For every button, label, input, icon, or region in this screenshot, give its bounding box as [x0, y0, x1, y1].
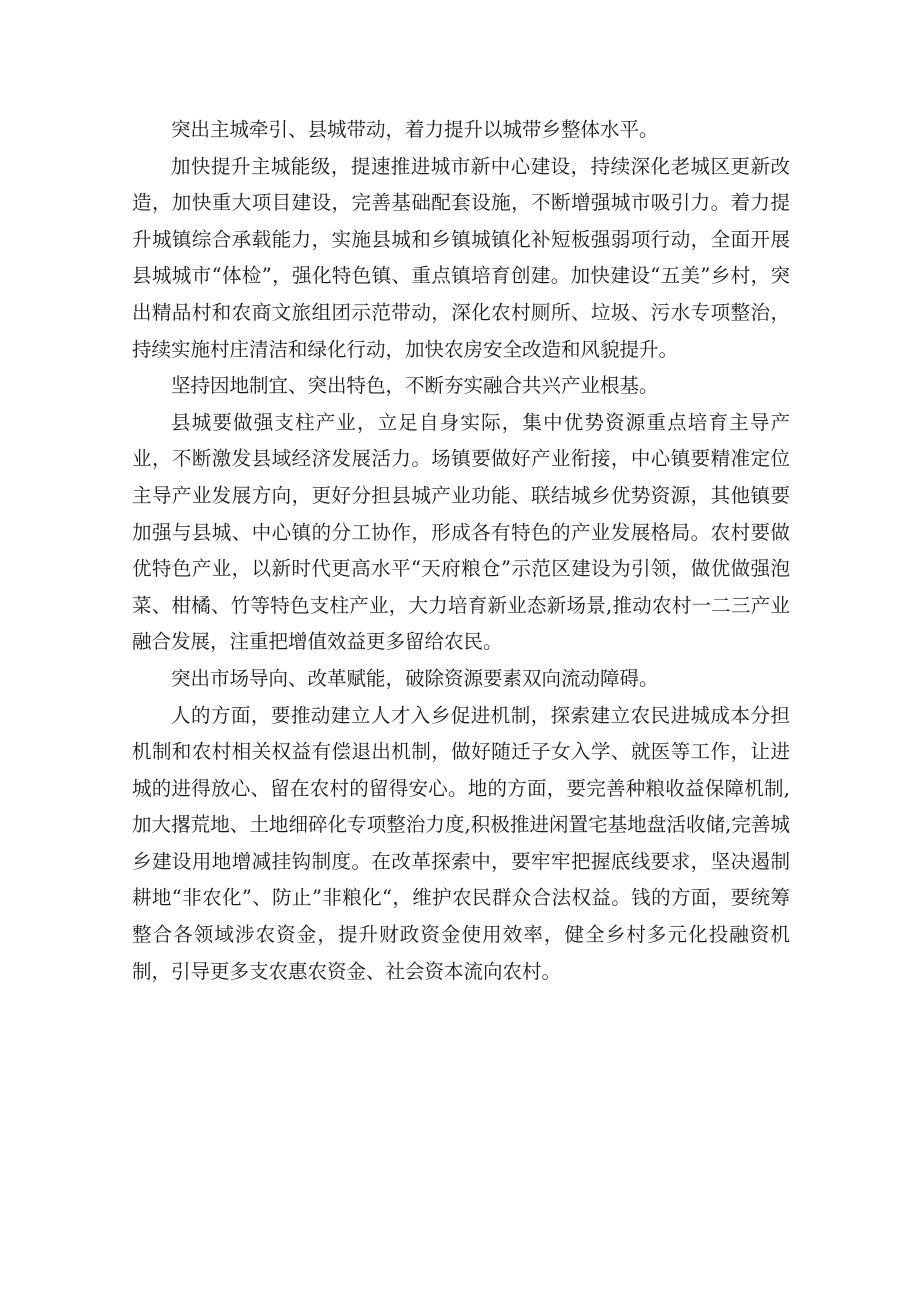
- paragraph-city-upgrade: 加快提升主城能级，提速推进城市新中心建设，持续深化老城区更新改造，加快重大项目建设，完善基础配套设施，不断增强城市吸引力。着力提升城镇综合承载能力，实施县城和乡镇城镇化补短板强弱项行动，全面开展县城城市“体检”，强化特色镇、重点镇培育创建。加快建设“五美”乡村，突出精品村和农商文旅组团示范带动，深化农村厕所、垃圾、污水专项整治，持续实施村庄清洁和绿化行动，加快农房安全改造和风貌提升。: [132, 154, 790, 361]
- section-heading-reform: 突出市场导向、改革赋能，破除资源要素双向流动障碍。: [171, 666, 659, 690]
- document-body: [132, 112, 790, 990]
- section-heading-industry: 坚持因地制宜、突出特色，不断夯实融合共兴产业根基。: [171, 374, 659, 398]
- paragraph-industry: 县城要做强支柱产业，立足自身实际，集中优势资源重点培育主导产业，不断激发县域经济发展活力。场镇要做好产业衔接，中心镇要精准定位主导产业发展方向，更好分担县城产业功能、联结城乡优势资源，其他镇要加强与县城、中心镇的分工协作，形成各有特色的产业发展格局。农村要做优特色产业，以新时代更高水平“天府粮仓”示范区建设为引领，做优做强泡菜、柑橘、竹等特色支柱产业，大力培育新业态新场景,推动农村一二三产业融合发展，注重把增值效益更多留给农民。: [132, 410, 790, 654]
- section-heading-city-led: 突出主城牵引、县城带动，着力提升以城带乡整体水平。: [171, 118, 659, 141]
- paragraph-reform: 人的方面，要推动建立人才入乡促进机制，探索建立农民进城成本分担机制和农村相关权益有偿退出机制，做好随迁子女入学、就医等工作，让进城的进得放心、留在农村的留得安心。地的方面，要完善种粮收益保障机制,加大撂荒地、土地细碎化专项整治力度,积极推进闲置宅基地盘活收储,完善城乡建设用地增减挂钩制度。在改革探索中，要牢牢把握底线要求，坚决遏制耕地“非农化”、防止”非粮化“，维护农民群众合法权益。钱的方面，要统筹整合各领域涉农资金，提升财政资金使用效率，健全乡村多元化投融资机制，引导更多支农惠农资金、社会资本流向农村。: [132, 703, 790, 983]
